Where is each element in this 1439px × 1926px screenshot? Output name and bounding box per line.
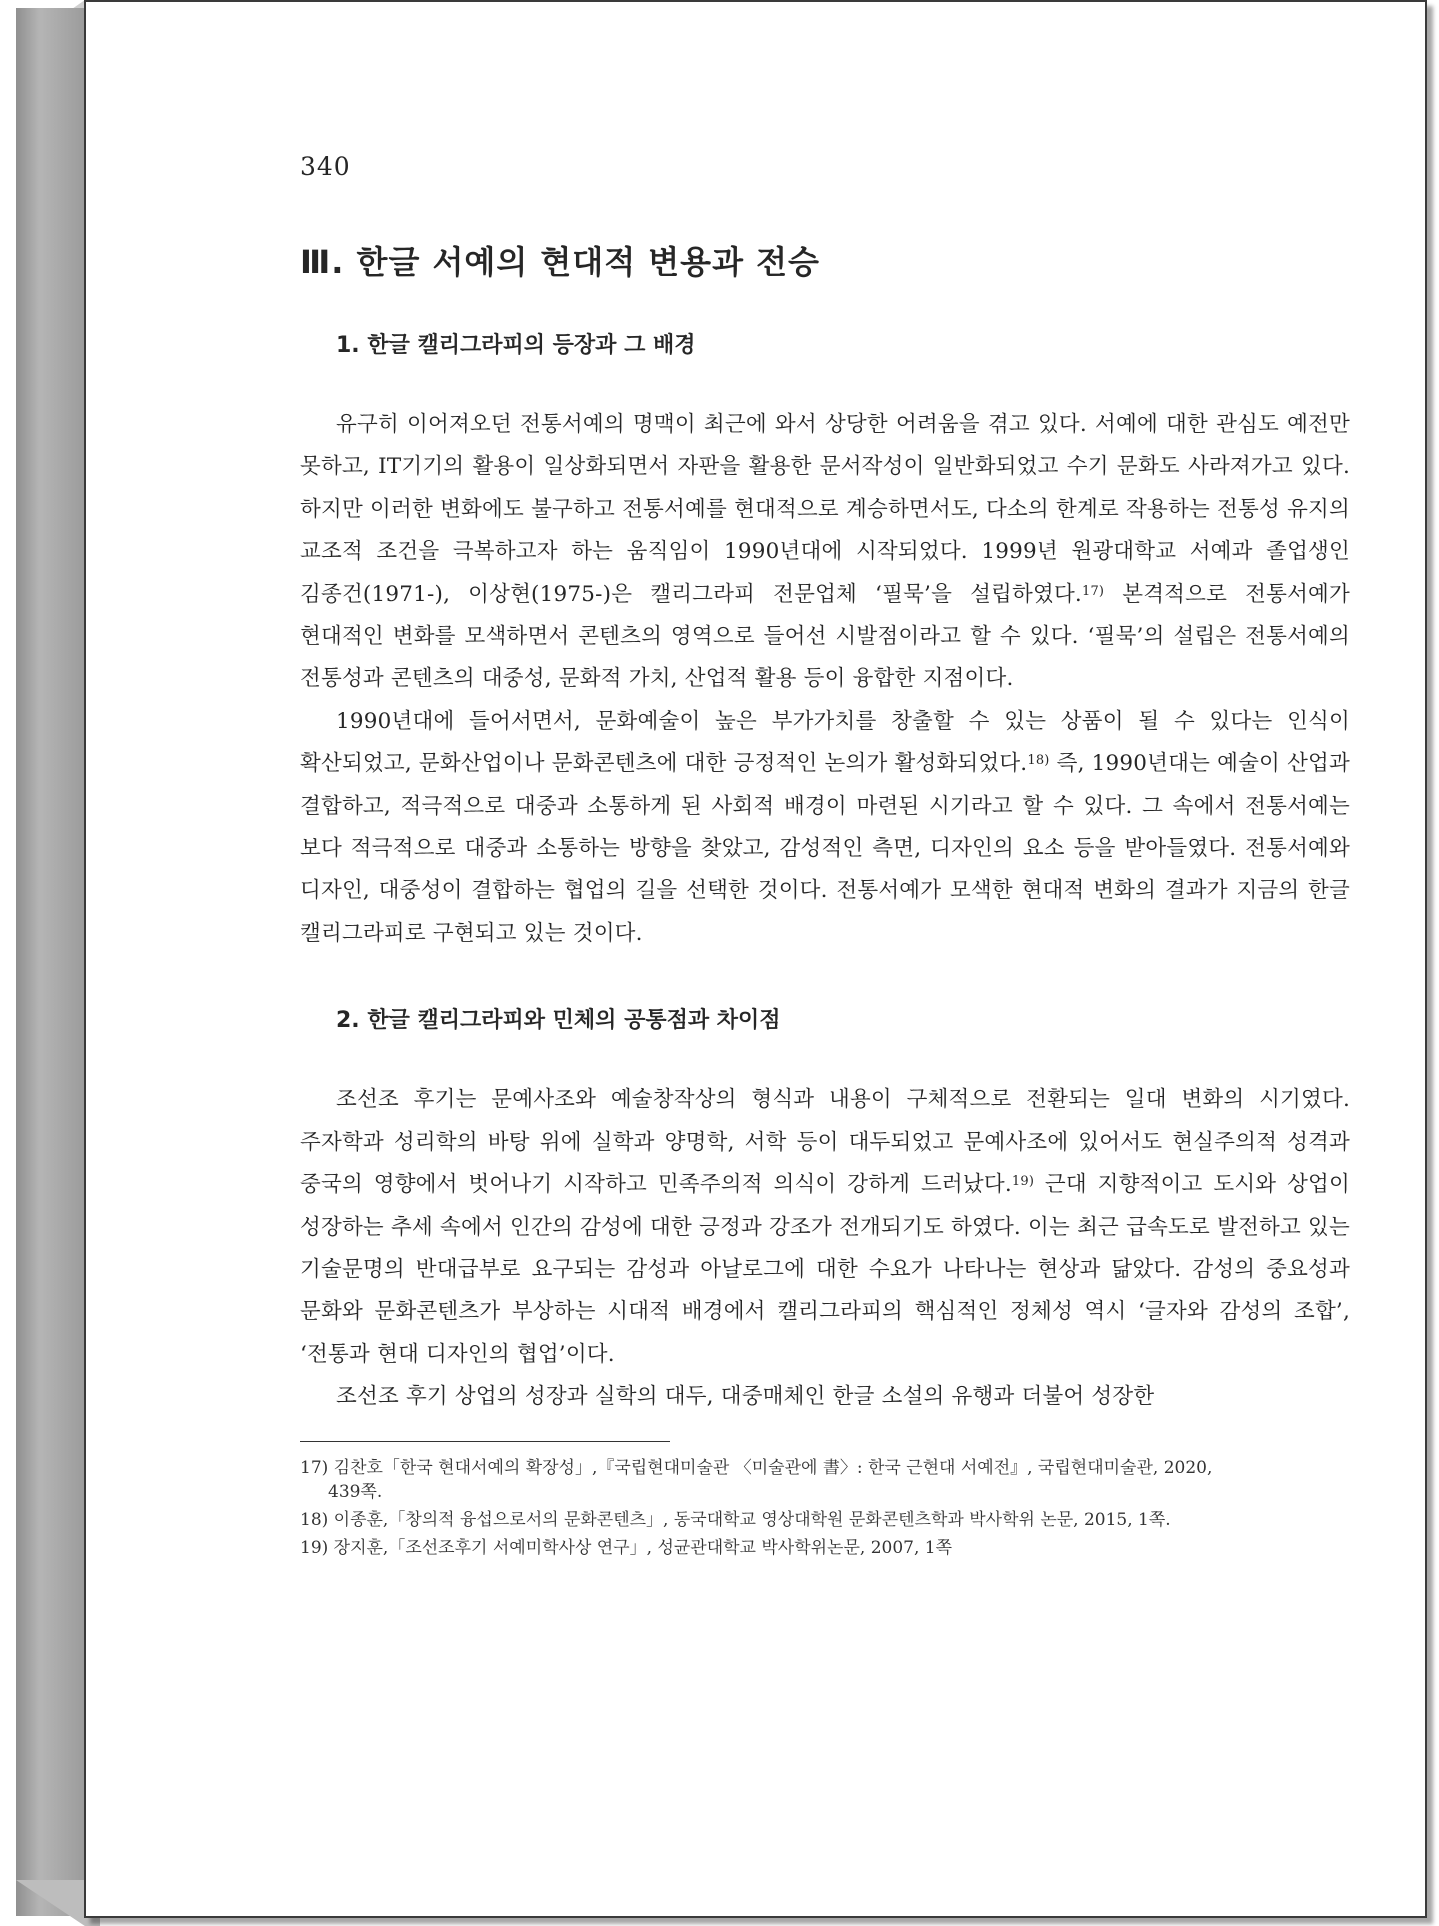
paragraph-text: 즉, 1990년대는 예술이 산업과 결합하고, 적극적으로 대중과 소통하게 된 사회적 배경이 마련된 시기라고 할 수 있다. 그 속에서 전통서예는 보다 적극적으로 대중과 소통하는 방향을 찾았고, 감성적인 측면, 디자인의 요소 등을 받아들였다. 전통서예와 디자인, 대중성이 결합하는 협업의 길을 선택한 것이다. 전통서예가 모색한 현대적 변화의 결과가 지금의 한글 캘리그라피로 구현되고 있는 것이다. [300, 751, 1350, 946]
footnote-17 [300, 1456, 1350, 1504]
page-content [300, 152, 1350, 1564]
paragraph-text: 1990년대에 들어서면서, 문화예술이 높은 부가가치를 창출할 수 있는 상품이 될 수 있다는 인식이 확산되었고, 문화산업이나 문화콘텐츠에 대한 긍정적인 논의가 활성화되었다. [300, 708, 1350, 777]
paragraph-text: 유구히 이어져오던 전통서예의 명맥이 최근에 와서 상당한 어려움을 겪고 있다. 서예에 대한 관심도 예전만 못하고, IT기기의 활용이 일상화되면서 자판을 활용한 문서작성이 일반화되었고 수기 문화도 사라져가고 있다. 하지만 이러한 변화에도 불구하고 전통서예를 현대적으로 계승하면서도, 다소의 한계로 작용하는 전통성 유지의 교조적 조건을 극복하고자 하는 움직임이 1990년대에 시작되었다. 1999년 원광대학교 서예과 졸업생인 김종건(1971-), 이상현(1975-)은 캘리그라피 전문업체 ‘필묵’을 설립하였다. [300, 412, 1350, 607]
footnote-19: 19) 장지훈,「조선조후기 서예미학사상 연구」, 성균관대학교 박사학위논문, 2007, 1쪽 [300, 1537, 953, 1558]
section-1-paragraph-2 [300, 701, 1350, 955]
section-1-paragraph-1 [300, 404, 1350, 701]
section-1-title: 1. 한글 캘리그라피의 등장과 그 배경 [336, 333, 696, 358]
section-2-paragraph-1 [300, 1079, 1350, 1376]
paragraph-text: 조선조 후기는 문예사조와 예술창작상의 형식과 내용이 구체적으로 전환되는 일대 변화의 시기였다. 주자학과 성리학의 바탕 위에 실학과 양명학, 서학 등이 대두되었고 문예사조에 있어서도 현실주의적 성격과 중국의 영향에서 벗어나기 시작하고 민족주의적 의식이 강하게 드러났다. [300, 1087, 1350, 1198]
section-2-title: 2. 한글 캘리그라피와 민체의 공통점과 차이점 [336, 1008, 781, 1034]
footnote-text-continued: 439쪽. [328, 1481, 383, 1502]
paragraph-text: 본격적으로 전통서예가 현대적인 변화를 모색하면서 콘텐츠의 영역으로 들어선 시발점이라고 할 수 있다. ‘필묵’의 설립은 전통서예의 전통성과 콘텐츠의 대중성, 문화적 가치, 산업적 활용 등이 융합한 지점이다. [300, 581, 1350, 692]
footnote-ref-18: 18) [1027, 753, 1050, 769]
section-spacer [300, 955, 1350, 1005]
footnote-ref-17: 17) [1081, 583, 1105, 599]
book-spine [16, 8, 86, 1916]
page-number: 340 [300, 152, 351, 181]
footnote-ref-19: 19) [1011, 1174, 1035, 1190]
chapter-title: Ⅲ. 한글 서예의 현대적 변용과 전승 [300, 243, 820, 281]
section-2-paragraph-2: 조선조 후기 상업의 성장과 실학의 대두, 대중매체인 한글 소설의 유행과 더불어 성장한 [336, 1384, 1155, 1410]
book-page [84, 0, 1427, 1918]
footnote-18: 18) 이종훈,「창의적 융섭으로서의 문화콘텐츠」, 동국대학교 영상대학원 문화콘텐츠학과 박사학위 논문, 2015, 1쪽. [300, 1509, 1171, 1530]
footnote-divider [300, 1441, 670, 1442]
paragraph-text: 근대 지향적이고 도시와 상업이 성장하는 추세 속에서 인간의 감성에 대한 긍정과 강조가 전개되기도 하였다. 이는 최근 급속도로 발전하고 있는 기술문명의 반대급부로 요구되는 감성과 아날로그에 대한 수요가 나타나는 현상과 닮았다. 감성의 중요성과 문화와 문화콘텐츠가 부상하는 시대적 배경에서 캘리그라피의 핵심적인 정체성 역시 ‘글자와 감성의 조합’, ‘전통과 현대 디자인의 협업’이다. [300, 1172, 1350, 1367]
footnote-text: 17) 김찬호「한국 현대서예의 확장성」,『국립현대미술관 〈미술관에 書〉: 한국 근현대 서예전』, 국립현대미술관, 2020, [300, 1457, 1213, 1478]
